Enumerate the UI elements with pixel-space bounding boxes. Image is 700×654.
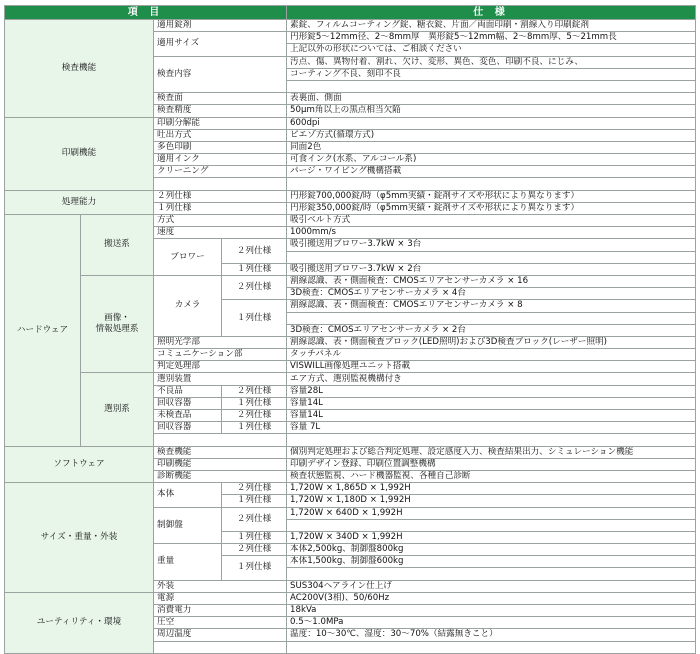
table-row [5, 275, 696, 287]
table-row [5, 117, 696, 129]
row-label: 適用錠剤 [154, 20, 287, 32]
subcategory-imaging-line2: 情報処理系 [95, 324, 139, 335]
row-label: 電源 [154, 592, 287, 604]
row-label: 回収容器 [154, 397, 222, 409]
table-row [5, 446, 696, 458]
header-item: 項 目 [5, 6, 287, 20]
row-label: 検査精度 [154, 105, 287, 117]
row-value: 温度：10〜30℃、湿度：30〜70%（結露無きこと） [287, 629, 696, 641]
row-label: 圧空 [154, 617, 287, 629]
row-value: 表裏面、側面 [287, 93, 696, 105]
row-spec: ２列仕様 [222, 483, 287, 495]
row-label: 外装 [154, 580, 287, 592]
row-label: 適用サイズ [154, 32, 287, 56]
row-value: 印刷デザイン登録、印刷位置調整機構 [287, 458, 696, 470]
row-spec: ２列仕様 [222, 275, 287, 299]
row-label: 判定処理部 [154, 361, 287, 373]
row-label: 速度 [154, 227, 287, 239]
row-value: 吸引ベルト方式 [287, 215, 696, 227]
row-value: 割線認識、表・側面検査：CMOSエリアセンサーカメラ × 16 [287, 275, 696, 287]
row-label [154, 641, 287, 653]
table-row [5, 215, 696, 227]
row-spec: ２列仕様 [222, 385, 287, 397]
row-label: 照明光学部 [154, 336, 287, 348]
row-value: 600dpi [287, 117, 696, 129]
row-value: 本体2,500kg、制御盤800kg [287, 544, 696, 556]
row-value: 1,720W × 640D × 1,992H [287, 507, 696, 519]
category-utility: ユーティリティ・環境 [5, 592, 154, 653]
row-value: 0.5〜1.0MPa [287, 617, 696, 629]
table-row [5, 20, 696, 32]
row-value: 吸引搬送用ブロワー3.7kW × 3台 [287, 239, 696, 251]
table-row [5, 592, 696, 604]
table-header-row [5, 6, 696, 20]
row-value: パージ・ワイピング機構搭載 [287, 166, 696, 178]
row-spec: １列仕様 [222, 495, 287, 507]
row-value [287, 312, 696, 324]
row-label: 不良品 [154, 385, 222, 397]
row-label [154, 434, 287, 446]
row-label: 多色印刷 [154, 141, 287, 153]
row-value: VISWILL画像処理ユニット搭載 [287, 361, 696, 373]
row-label: コミュニケーション部 [154, 349, 287, 361]
row-label: 吐出方式 [154, 129, 287, 141]
row-spec: ２列仕様 [222, 507, 287, 531]
row-value [287, 178, 696, 190]
row-label: 選別装置 [154, 373, 287, 385]
row-value: AC200V(3相)、50/60Hz [287, 592, 696, 604]
row-label: 方式 [154, 215, 287, 227]
row-value: 素錠、フィルムコーティング錠、糖衣錠、片面／両面印刷・割線入り印刷錠剤 [287, 20, 696, 32]
category-inspection: 検査機能 [5, 20, 154, 118]
row-label: 適用インク [154, 154, 287, 166]
row-value: 円形錠700,000錠/時（φ5mm実績・錠剤サイズや形状により異なります） [287, 190, 696, 202]
row-value [287, 641, 696, 653]
row-label: 検査内容 [154, 56, 287, 93]
row-label: 本体 [154, 483, 222, 507]
row-label: ２列仕様 [154, 190, 287, 202]
row-label: 重量 [154, 544, 222, 581]
row-value: 本体1,500kg、制御盤600kg [287, 556, 696, 568]
row-spec: １列仕様 [222, 263, 287, 275]
row-label: 検査機能 [154, 446, 287, 458]
category-capacity: 処理能力 [5, 190, 154, 214]
row-spec: １列仕様 [222, 531, 287, 543]
row-value: 1,720W × 1,865D × 1,992H [287, 483, 696, 495]
spec-table [4, 5, 696, 654]
row-value: ピエゾ方式(循環方式) [287, 129, 696, 141]
row-value: 1,720W × 1,180D × 1,992H [287, 495, 696, 507]
row-value: エア方式、選別監視機構付き [287, 373, 696, 385]
row-value [287, 568, 696, 580]
row-value: SUS304ヘアライン仕上げ [287, 580, 696, 592]
row-value [287, 80, 696, 92]
row-spec: １列仕様 [222, 397, 287, 409]
row-label: ブロワー [154, 239, 222, 276]
row-label: １列仕様 [154, 202, 287, 214]
row-spec: １列仕様 [222, 422, 287, 434]
row-value [287, 251, 696, 263]
subcategory-sorting: 選別系 [81, 373, 154, 446]
row-value: 割線認識、表・側面検査ブロック(LED照明)および3D検査ブロック(レーザー照明) [287, 336, 696, 348]
row-spec: １列仕様 [222, 300, 287, 337]
row-spec: ２列仕様 [222, 410, 287, 422]
row-label: カメラ [154, 275, 222, 336]
row-value: 可食インク(水系、アルコール系) [287, 154, 696, 166]
row-label: 未検査品 [154, 410, 222, 422]
row-label: 検査面 [154, 93, 287, 105]
row-label: 印刷機能 [154, 458, 287, 470]
subcategory-imaging-line1: 画像・ [104, 313, 130, 324]
row-value: 割線認識、表・側面検査：CMOSエリアセンサーカメラ × 8 [287, 300, 696, 312]
row-value: 汚点、傷、異物付着、割れ、欠け、変形、異色、変色、印刷不良、にじみ、 [287, 56, 696, 68]
row-label: 制御盤 [154, 507, 222, 544]
row-value: 円形錠350,000錠/時（φ5mm実績・錠剤サイズや形状により異なります） [287, 202, 696, 214]
row-label: 回収容器 [154, 422, 222, 434]
row-spec: ２列仕様 [222, 544, 287, 556]
row-value: 円形錠5〜12mm径、2〜8mm厚 異形錠5〜12mm幅、2〜8mm厚、5〜21mm長 [287, 32, 696, 44]
row-value: 3D検査：CMOSエリアセンサーカメラ × 4台 [287, 288, 696, 300]
row-value: 容量14L [287, 410, 696, 422]
row-value: 50μm角以上の黒点相当欠陥 [287, 105, 696, 117]
category-size: サイズ・重量・外装 [5, 483, 154, 593]
row-spec: ２列仕様 [222, 239, 287, 263]
row-label: クリーニング [154, 166, 287, 178]
row-value: 1000mm/s [287, 227, 696, 239]
table-row [5, 483, 696, 495]
row-value: 個別判定処理および総合判定処理、設定感度入力、検査結果出力、シミュレーション機能 [287, 446, 696, 458]
row-value: 吸引搬送用ブロワー3.7kW × 2台 [287, 263, 696, 275]
row-label [154, 178, 287, 190]
row-value: 上記以外の形状については、ご相談ください [287, 44, 696, 56]
category-hardware: ハードウェア [5, 215, 81, 447]
header-spec: 仕 様 [287, 6, 696, 20]
subcategory-transport: 搬送系 [81, 215, 154, 276]
table-row [5, 190, 696, 202]
row-value: 容量 7L [287, 422, 696, 434]
category-printing: 印刷機能 [5, 117, 154, 190]
row-value: 3D検査：CMOSエリアセンサーカメラ × 2台 [287, 324, 696, 336]
row-value: 容量14L [287, 397, 696, 409]
row-value [287, 519, 696, 531]
row-value: 容量28L [287, 385, 696, 397]
row-value: 同面2色 [287, 141, 696, 153]
row-value [287, 434, 696, 446]
row-label: 印刷分解能 [154, 117, 287, 129]
row-value: コーティング不良、刻印不良 [287, 68, 696, 80]
row-label: 診断機能 [154, 470, 287, 482]
subcategory-imaging [81, 275, 154, 373]
row-label: 周辺温度 [154, 629, 287, 641]
row-value: 検査状態監視、ハード機器監視、各種自己診断 [287, 470, 696, 482]
row-spec: １列仕様 [222, 556, 287, 580]
row-value: タッチパネル [287, 349, 696, 361]
table-row [5, 373, 696, 385]
row-label: 消費電力 [154, 605, 287, 617]
row-value: 1,720W × 340D × 1,992H [287, 531, 696, 543]
row-value: 18kVa [287, 605, 696, 617]
category-software: ソフトウェア [5, 446, 154, 483]
